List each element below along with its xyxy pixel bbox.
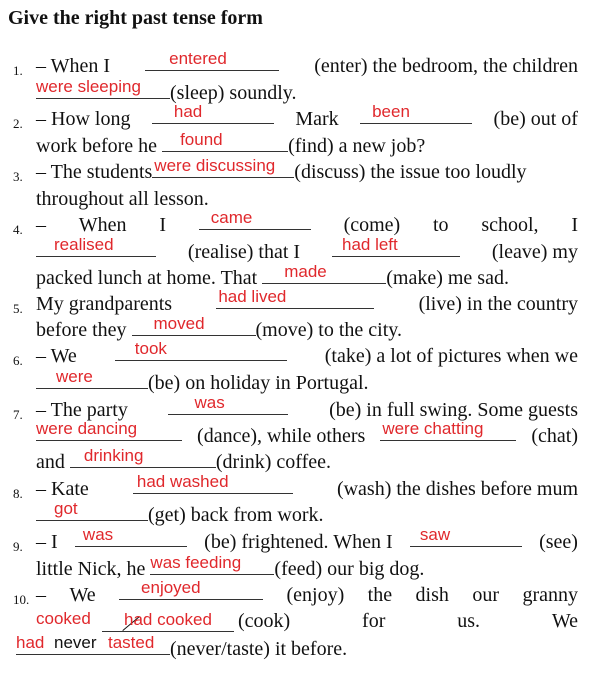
answer-text: were dancing xyxy=(36,419,138,438)
text: Mark xyxy=(295,108,339,130)
text: – The party xyxy=(36,399,128,421)
text: (dance), while others xyxy=(197,425,366,447)
answer-blank[interactable] xyxy=(152,102,274,124)
answer-text: tasted xyxy=(108,633,155,652)
item-number: 6. xyxy=(13,353,23,368)
item-9-line-2 xyxy=(36,553,578,582)
text: (sleep) soundly. xyxy=(170,82,297,104)
answer-text: saw xyxy=(419,525,451,544)
text: (be) in full swing. Some guests xyxy=(329,399,578,421)
item-3-line-1 xyxy=(36,156,578,185)
text: granny xyxy=(522,584,578,606)
text: (take) a lot of pictures when we xyxy=(324,345,578,367)
text: before they xyxy=(36,319,127,341)
answer-blank[interactable] xyxy=(75,525,187,547)
text: to xyxy=(432,214,449,236)
text: I xyxy=(571,214,578,236)
text: (realise) that I xyxy=(187,241,301,263)
answer-text: realised xyxy=(54,235,114,254)
text: (be) out of xyxy=(493,108,578,130)
answer-blank[interactable] xyxy=(199,208,311,230)
text: – Kate xyxy=(36,478,89,500)
item-10-line-2 xyxy=(238,608,578,634)
text: (leave) my xyxy=(491,241,578,263)
text: (discuss) the issue too loudly xyxy=(294,161,527,183)
answer-text: had left xyxy=(341,235,398,254)
item-2-line-1 xyxy=(36,102,578,132)
text: (be) frightened. When I xyxy=(204,531,393,553)
text: (chat) xyxy=(531,425,578,447)
text: (see) xyxy=(539,531,578,553)
text: (enjoy) xyxy=(286,584,345,606)
text: work before he xyxy=(36,135,158,157)
answer-blank[interactable] xyxy=(133,472,293,494)
item-10-line-1 xyxy=(36,578,578,608)
answer-blank[interactable] xyxy=(380,419,516,441)
answer-blank[interactable] xyxy=(145,49,279,71)
text: us. xyxy=(457,610,480,632)
answer-blank[interactable] xyxy=(115,339,287,361)
answer-blank[interactable] xyxy=(262,262,386,284)
answer-blank[interactable] xyxy=(132,314,256,336)
text: (drink) coffee. xyxy=(215,451,332,473)
answer-blank[interactable] xyxy=(119,578,263,600)
text: our xyxy=(472,584,499,606)
answer-text: had xyxy=(173,102,203,121)
item-number: 7. xyxy=(13,407,23,422)
text: (come) xyxy=(343,214,401,236)
item-number: 1. xyxy=(13,63,23,78)
answer-text: had cooked xyxy=(124,610,212,629)
answer-blank[interactable] xyxy=(16,633,170,655)
answer-blank[interactable] xyxy=(36,499,148,521)
item-number: 5. xyxy=(13,301,23,316)
item-6-line-1 xyxy=(36,339,578,369)
text: When xyxy=(78,214,127,236)
item-4-line-3 xyxy=(36,262,578,291)
item-6-line-2 xyxy=(36,367,578,396)
text: (live) in the country xyxy=(418,293,578,315)
item-5-line-2 xyxy=(36,314,578,343)
text: dish xyxy=(415,584,449,606)
item-number: 10. xyxy=(13,592,30,607)
answer-blank[interactable] xyxy=(36,235,156,257)
answer-text: had lived xyxy=(218,287,287,306)
answer-text: were chatting xyxy=(382,419,484,438)
answer-blank[interactable] xyxy=(150,553,274,575)
text: – xyxy=(36,584,46,606)
answer-blank[interactable] xyxy=(162,130,288,152)
item-number: 9. xyxy=(13,539,23,554)
text: little Nick, he xyxy=(36,558,146,580)
answer-text: took xyxy=(134,339,167,358)
text: (cook) xyxy=(238,610,291,632)
answer-text: entered xyxy=(169,49,227,68)
answer-blank[interactable] xyxy=(216,287,374,309)
worksheet-title: Give the right past tense form xyxy=(8,7,263,29)
text: – The students xyxy=(36,161,153,183)
answer-blank[interactable] xyxy=(152,156,294,178)
answer-text: was xyxy=(194,393,225,412)
answer-blank[interactable] xyxy=(168,393,288,415)
answer-text: found xyxy=(180,130,223,149)
answer-text: never xyxy=(54,633,97,652)
item-8-line-1 xyxy=(36,472,578,502)
text: (make) me sad. xyxy=(386,267,509,289)
text: (get) back from work. xyxy=(148,504,324,526)
text: I xyxy=(159,214,166,236)
answer-text: were sleeping xyxy=(36,77,141,96)
item-3-line-2: throughout all lesson. xyxy=(36,188,209,210)
text: – I xyxy=(36,531,58,553)
text: for xyxy=(362,610,386,632)
answer-blank[interactable] xyxy=(36,419,182,441)
answer-text: was xyxy=(82,525,114,544)
item-number: 2. xyxy=(13,116,23,131)
text: My grandparents xyxy=(36,293,173,315)
item-7-line-3 xyxy=(36,446,578,475)
text: (be) on holiday in Portugal. xyxy=(148,372,369,394)
text: packed lunch at home. That xyxy=(36,267,258,289)
text: – We xyxy=(36,345,77,367)
text: – How long xyxy=(36,108,131,130)
text: (feed) our big dog. xyxy=(274,558,425,580)
answer-blank[interactable] xyxy=(410,525,522,547)
answer-text: had washed xyxy=(136,472,229,491)
answer-text: came xyxy=(210,208,253,227)
item-4-line-1 xyxy=(36,208,578,238)
item-5-line-1 xyxy=(36,287,578,317)
item-number: 3. xyxy=(13,169,23,184)
item-10-line-3 xyxy=(16,633,348,662)
item-number: 4. xyxy=(13,222,23,237)
text: (wash) the dishes before mum xyxy=(336,478,578,500)
answer-text: were xyxy=(56,367,93,386)
item-8-line-2 xyxy=(36,499,578,528)
text: We xyxy=(551,610,578,632)
answer-text: made xyxy=(284,262,327,281)
answer-text: enjoyed xyxy=(141,578,201,597)
text: – When I xyxy=(36,55,111,77)
text: and xyxy=(36,451,65,473)
answer-text: was feeding xyxy=(150,553,242,572)
answer-blank[interactable] xyxy=(70,446,216,468)
answer-blank[interactable] xyxy=(332,235,460,257)
text: (find) a new job? xyxy=(288,135,426,157)
answer-text: cooked xyxy=(36,609,91,628)
answer-blank[interactable] xyxy=(36,77,170,99)
answer-text: moved xyxy=(153,314,205,333)
text: the xyxy=(367,584,393,606)
item-2-line-2 xyxy=(36,130,578,159)
text: (never/taste) it before. xyxy=(170,638,348,660)
item-number: 8. xyxy=(13,486,23,501)
answer-blank[interactable] xyxy=(360,102,472,124)
answer-text: been xyxy=(372,102,410,121)
text: We xyxy=(69,584,96,606)
text: (move) to the city. xyxy=(255,319,402,341)
answer-text: got xyxy=(54,499,78,518)
text: (enter) the bedroom, the children xyxy=(314,55,578,77)
answer-text: were discussing xyxy=(154,156,276,175)
item-1-line-2 xyxy=(36,77,578,106)
text: school, xyxy=(481,214,539,236)
answer-text: had xyxy=(16,633,45,652)
text: – xyxy=(36,214,46,236)
answer-text: drinking xyxy=(83,446,144,465)
item-9-line-1 xyxy=(36,525,578,555)
answer-blank[interactable] xyxy=(36,367,148,389)
